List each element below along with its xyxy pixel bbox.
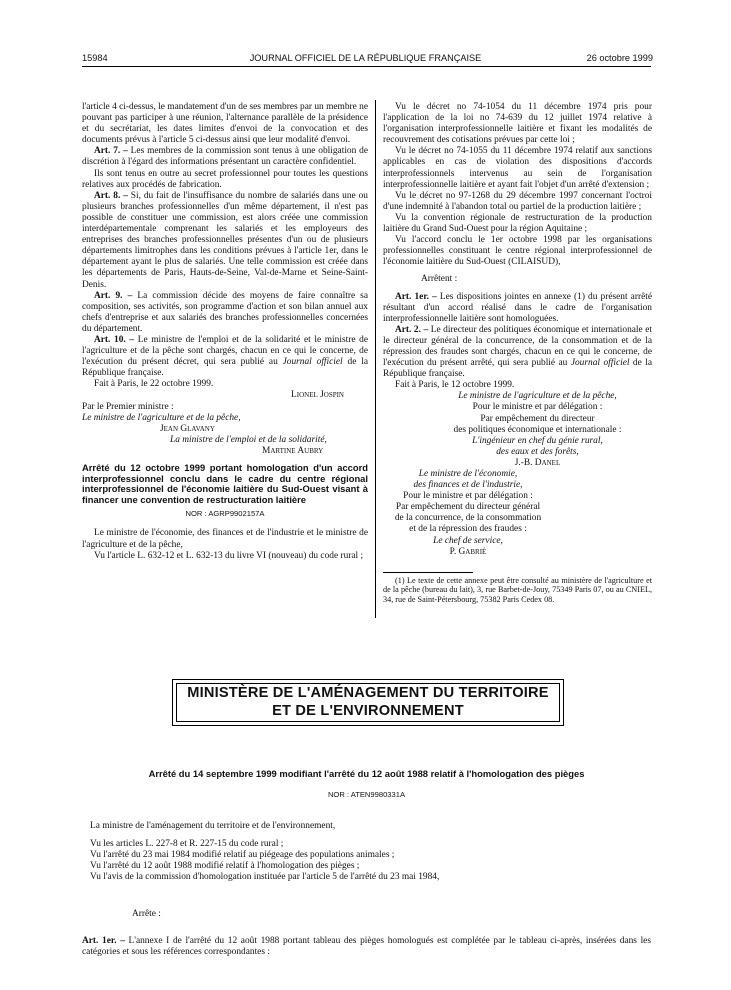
- right-column: [383, 102, 652, 605]
- journal-title: JOURNAL OFFICIEL DE LA RÉPUBLIQUE FRANÇAISE: [249, 53, 482, 63]
- paragraph: Ils sont tenus en outre au secret professionnel pour toutes les questions relatives aux procédés de fabrication.: [82, 168, 368, 190]
- signature-block-economie: Le ministre de l'économie, des finances et de l'industrie, Pour le ministre et par délégation : Par empêchement du directeur général de la concurrence, de la consommation et de la répression des fraudes : Le chef de service, P. Gabrié: [394, 469, 542, 557]
- ministry-heading-box: [172, 679, 564, 726]
- article-10: Art. 10. – Le ministre de l'emploi et de la solidarité et le ministre de l'agriculture et de la pêche sont chargés, chacun en ce qui le concerne, de l'exécution du présent décret, qui sera publié au Journal officiel de la République française.: [82, 334, 368, 379]
- minister-agriculture-name: Jean Glavany: [160, 423, 215, 434]
- par-le-premier-ministre: Par le Premier ministre :: [82, 401, 174, 412]
- arretent: Arrêtent :: [421, 274, 458, 285]
- article-2: Art. 2. – Le directeur des politiques économique et internationale et le directeur général de la concurrence, de la consommation et de la répression des fraudes sont chargés, chacun en ce qui le concerne, de l'exécution du présent arrêté, qui sera publié au Journal officiel de la République française.: [383, 324, 652, 380]
- visa: Vu l'article L. 632-12 et L. 632-13 du livre VI (nouveau) du code rural ;: [94, 550, 364, 561]
- decree-visas: Vu les articles L. 227-8 et R. 227-15 du code rural ; Vu l'arrêté du 23 mai 1984 modifié relatif au piégeage des populations animales ; Vu l'arrêté du 12 août 1988 modifié relatif à l'homologation des pièges ; Vu l'avis de la commission d'homologation instituée par l'article 5 de l'arrêté du 23 mai 1984,: [90, 839, 440, 883]
- article-7: Art. 7. – Les membres de la commission sont tenus à une obligation de discrétion à l'égard des informations présentant un caractère confidentiel.: [82, 146, 368, 168]
- visa: Vu le décret no 74-1054 du 11 décembre 1974 pris pour l'application de la loi no 74-639 du 12 juillet 1974 relative à l'organisation interprofessionnelle laitière et fixant les modalités de recouvrement des cotisations prévues par cette loi ;: [383, 102, 652, 146]
- header-rule: [82, 66, 651, 67]
- article-9: Art. 9. – La commission décide des moyens de faire connaître sa composition, ses activités, son programme d'action et son bilan annuel aux chefs d'entreprise et aux salariés des branches professionnelles concernées du département.: [82, 290, 368, 334]
- ministry-line-1: MINISTÈRE DE L'AMÉNAGEMENT DU TERRITOIRE: [187, 685, 549, 701]
- page-number: 15984: [82, 53, 108, 63]
- decree-article-1: Art. 1er. – L'annexe I de l'arrêté du 12 août 1988 portant tableau des pièges homologués est complétée par le tableau ci-après, insérées dans les catégories et sous les références correspondantes :: [82, 936, 651, 958]
- minister-agriculture-title: Le ministre de l'agriculture et de la pêche,: [82, 412, 241, 423]
- decree-intro: La ministre de l'aménagement du territoire et de l'environnement,: [90, 821, 336, 831]
- left-column: [82, 102, 368, 562]
- article-8: Art. 8. – Si, du fait de l'insuffisance du nombre de salariés dans une ou plusieurs branches professionnelles d'un même département, il n'est pas possible de constituer une commission, est alors créée une commission interdépartementale comprenant les salariés et les employeurs des entreprises des branches professionnelles présentes d'un ou de plusieurs départements limitrophes dans les conditions prévues à l'article 1er, dans le département ayant le plus de salariés. Une telle commission est créée dans les départements de Paris, Hauts-de-Seine, Val-de-Marne et Seine-Saint-Denis.: [82, 190, 368, 290]
- visa: Vu la convention régionale de restructuration de la production laitière du Grand Sud-Ouest pour la région Aquitaine ;: [383, 212, 652, 235]
- visa: Le ministre de l'économie, des finances et de l'industrie et le ministre de l'agriculture et de la pêche,: [82, 528, 368, 550]
- ministry-line-2: ET DE L'ENVIRONNEMENT: [272, 703, 464, 719]
- nor-code: NOR : ATEN9980331A: [327, 790, 406, 799]
- fait-a-paris: Fait à Paris, le 22 octobre 1999.: [94, 379, 214, 390]
- decree-title: Arrêté du 14 septembre 1999 modifiant l'arrêté du 12 août 1988 relatif à l'homologation des pièges: [148, 768, 585, 779]
- nor-code: NOR : AGRP9902157A: [185, 509, 265, 519]
- footnote-rule: [383, 572, 473, 573]
- minister-emploi-title: La ministre de l'emploi et de la solidarité,: [170, 434, 327, 445]
- signature-block-agriculture: Le ministre de l'agriculture et de la pêche, Pour le ministre et par délégation : Par empêchement du directeur des politiques économique et internationale : L'ingénieur en chef du génie rural, des eaux et des forêts, J.-B. Danel: [453, 391, 622, 468]
- signature-jospin: Lionel Jospin: [291, 390, 344, 401]
- visa: Vu le décret no 97-1268 du 29 décembre 1997 concernant l'octroi d'une indemnité à l'abandon total ou partiel de la production laitière ;: [383, 190, 652, 212]
- visa: Vu l'accord conclu le 1er octobre 1998 par les organisations professionnelles constituant le centre régional interprofessionnel de l'économie laitière du Sud-Ouest (CILAISUD),: [383, 235, 652, 268]
- issue-date: 26 octobre 1999: [586, 53, 653, 63]
- visa: Vu le décret no 74-1055 du 11 décembre 1974 relatif aux sanctions applicables en cas de violation des dispositions d'accords interprofessionnels intervenus au sein de l'organisation interprofessionnelle laitière et ayant fait l'objet d'un arrêté d'extension ;: [383, 146, 652, 190]
- article-1: Art. 1er. – Les dispositions jointes en annexe (1) du présent arrêté résultant d'un accord réalisé dans le cadre de l'organisation interprofessionnelle laitière sont homologuées.: [383, 291, 652, 324]
- fait-a-paris: Fait à Paris, le 12 octobre 1999.: [395, 380, 515, 391]
- arrete-title: Arrêté du 12 octobre 1999 portant homologation d'un accord interprofessionnel conclu dans le cadre du centre régional interprofessionnel de l'économie laitière du Sud-Ouest visant à financer une convention de restructuration laitière: [82, 462, 368, 505]
- footnote: (1) Le texte de cette annexe peut être consulté au ministère de l'agriculture et de la pêche (bureau du lait), 3, rue Barbet-de-Jouy, 75349 Paris 07, ou au CNIEL, 34, rue de Saint-Pétersbourg, 75382 Paris Cedex 08.: [383, 575, 652, 604]
- arrete-label: Arrête :: [132, 909, 161, 919]
- minister-emploi-name: Martine Aubry: [262, 445, 324, 456]
- column-separator: [375, 100, 376, 618]
- paragraph: l'article 4 ci-dessus, le mandatement d'un de ses membres par un membre ne pouvant pas participer à une réunion, l'alternance parallèle de la présidence et du secrétariat, les dates limites d'envoi de la convocation et des documents prévus à l'article 5 ci-dessus ainsi que leur modalité d'envoi.: [82, 102, 368, 146]
